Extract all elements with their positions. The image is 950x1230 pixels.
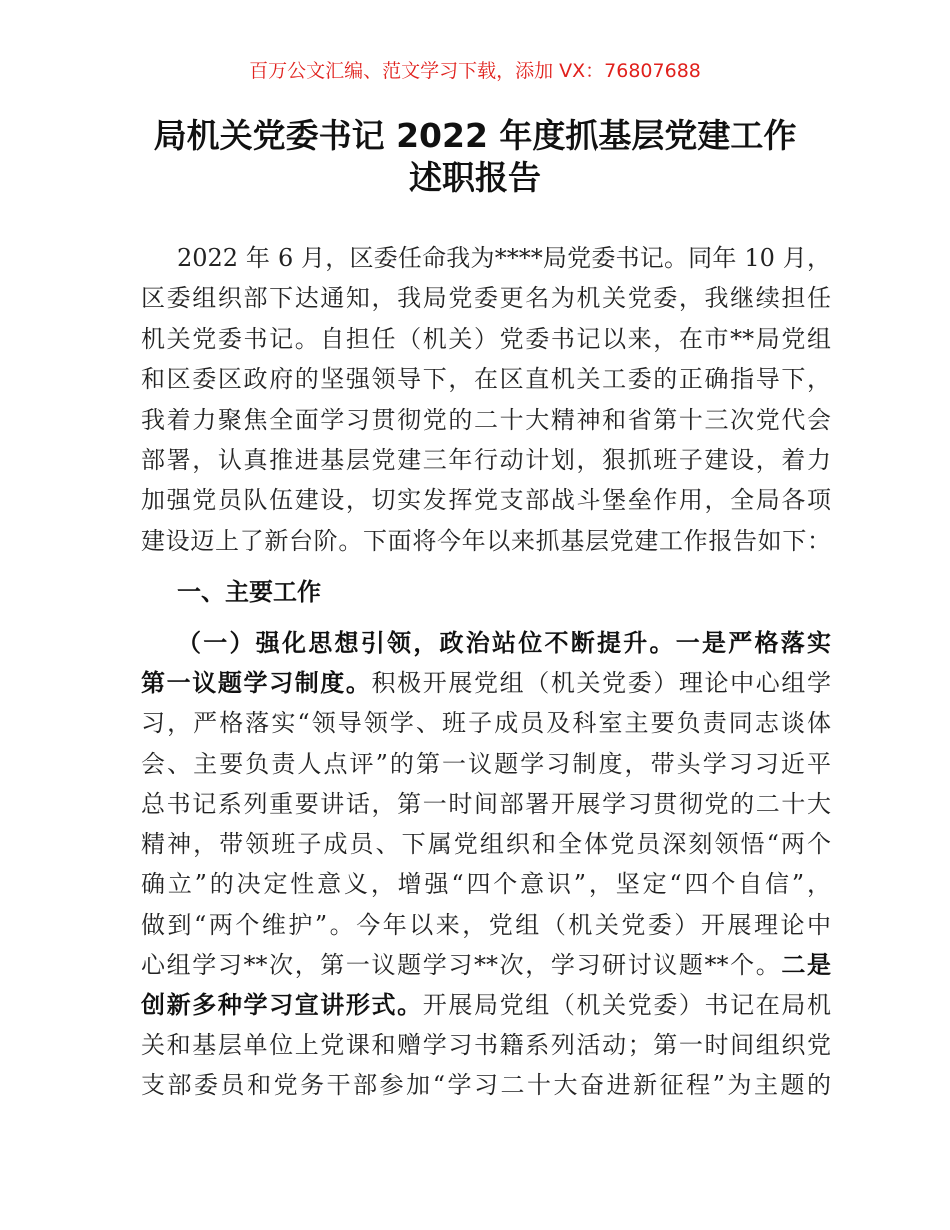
watermark-header: 百万公文汇编、范文学习下载，添加 VX：76807688 bbox=[249, 60, 701, 82]
body-line: 总书记系列重要讲话，第一时间部署开展学习贯彻党的二十大 bbox=[141, 790, 831, 818]
intro-line: 我着力聚焦全面学习贯彻党的二十大精神和省第十三次党代会 bbox=[141, 406, 831, 434]
body-line: 支部委员和党务干部参加“学习二十大奋进新征程”为主题的 bbox=[141, 1071, 831, 1099]
body-text: 积极开展党组（机关党委）理论中心组学 bbox=[371, 669, 832, 697]
bold-lead: 创新多种学习宣讲形式。 bbox=[141, 991, 423, 1019]
intro-line: 2022 年 6 月，区委任命我为****局党委书记。同年 10 月， bbox=[177, 244, 831, 272]
intro-line: 区委组织部下达通知，我局党委更名为机关党委，我继续担任 bbox=[141, 284, 831, 312]
body-line: 做到“两个维护”。今年以来，党组（机关党委）开展理论中 bbox=[141, 911, 831, 939]
body-text: 心组学习**次，第一议题学习**次，学习研讨议题**个。 bbox=[141, 951, 782, 979]
document-title-line-2: 述职报告 bbox=[409, 158, 541, 197]
body-line bbox=[141, 950, 831, 980]
bold-lead: 二是 bbox=[781, 951, 832, 979]
body-line: 关和基层单位上党课和赠学习书籍系列活动；第一时间组织党 bbox=[141, 1031, 831, 1059]
bold-lead: （一）强化思想引领，政治站位不断提升。一是严格落实 bbox=[177, 629, 831, 657]
intro-line: 和区委区政府的坚强领导下，在区直机关工委的正确指导下， bbox=[141, 365, 831, 393]
intro-line: 加强党员队伍建设，切实发挥党支部战斗堡垒作用，全局各项 bbox=[141, 486, 831, 514]
intro-line: 建设迈上了新台阶。下面将今年以来抓基层党建工作报告如下： bbox=[141, 527, 831, 555]
section-heading bbox=[177, 577, 831, 607]
body-line bbox=[141, 990, 831, 1020]
intro-line: 部署，认真推进基层党建三年行动计划，狠抓班子建设，着力 bbox=[141, 446, 831, 474]
section-heading-text: 一、主要工作 bbox=[177, 578, 321, 606]
body-text: 开展局党组（机关党委）书记在局机 bbox=[422, 991, 832, 1019]
body-line bbox=[141, 668, 831, 698]
body-line: 习，严格落实“领导领学、班子成员及科室主要负责同志谈体 bbox=[141, 709, 831, 737]
intro-line: 机关党委书记。自担任（机关）党委书记以来，在市**局党组 bbox=[141, 325, 831, 353]
body-line: 会、主要负责人点评”的第一议题学习制度，带头学习习近平 bbox=[141, 750, 831, 778]
body-line: 精神，带领班子成员、下属党组织和全体党员深刻领悟“两个 bbox=[141, 830, 831, 858]
body-line: 确立”的决定性意义，增强“四个意识”，坚定“四个自信”， bbox=[141, 870, 831, 898]
document-title-line-1: 局机关党委书记 2022 年度抓基层党建工作 bbox=[153, 116, 797, 155]
bold-lead: 第一议题学习制度。 bbox=[141, 669, 372, 697]
body-line bbox=[177, 628, 831, 658]
